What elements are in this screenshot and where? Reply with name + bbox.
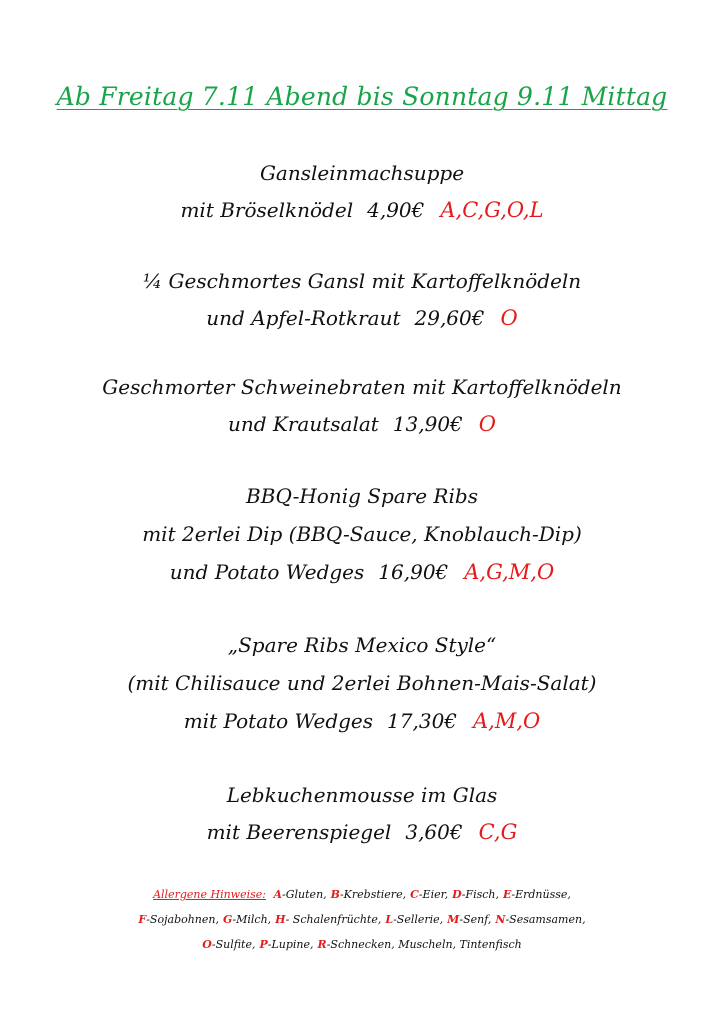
allergen-letter: A xyxy=(273,888,283,901)
menu-item-mexico-ribs-title: „Spare Ribs Mexico Style“ xyxy=(227,633,497,657)
menu-item-mexico-ribs-sauce: (mit Chilisauce und 2erlei Bohnen-Mais-Salat) xyxy=(127,671,597,695)
menu-item-soup-price: 4,90€ xyxy=(367,198,425,222)
menu-item-lebkuchenmousse-side: mit Beerenspiegel xyxy=(206,820,392,844)
menu-item-lebkuchenmousse-detail xyxy=(0,819,724,845)
allergen-notes-line-2 xyxy=(0,913,724,927)
menu-heading: Ab Freitag 7.11 Abend bis Sonntag 9.11 Mittag xyxy=(56,82,668,111)
menu-item-soup-title: Gansleinmachsuppe xyxy=(259,161,465,185)
menu-item-bbq-ribs-price: 16,90€ xyxy=(378,560,449,584)
menu-item-mexico-ribs-side: mit Potato Wedges xyxy=(183,709,374,733)
menu-item-soup-side: mit Bröselknödel xyxy=(180,198,354,222)
menu-item-lebkuchenmousse-price: 3,60€ xyxy=(405,820,463,844)
allergen-letter: P xyxy=(259,938,268,951)
allergen-entry xyxy=(495,913,585,926)
allergen-entry xyxy=(223,913,271,926)
allergen-letter: G xyxy=(223,913,233,926)
menu-item-schweinebraten-allergens: O xyxy=(478,412,496,436)
menu-item-bbq-ribs-side: und Potato Wedges xyxy=(169,560,365,584)
allergen-description: -Fisch, xyxy=(461,888,499,901)
menu-item-mexico-ribs-allergens: A,M,O xyxy=(473,709,541,733)
allergen-entry xyxy=(202,938,255,951)
menu-item-gansl-side: und Apfel-Rotkraut xyxy=(206,306,401,330)
menu-item-soup-detail xyxy=(0,197,724,223)
allergen-notes-line-1 xyxy=(0,888,724,902)
menu-item-schweinebraten-side: und Krautsalat xyxy=(227,412,379,436)
allergen-letter: C xyxy=(410,888,419,901)
menu-item-bbq-ribs-dips: mit 2erlei Dip (BBQ-Sauce, Knoblauch-Dip) xyxy=(142,522,582,546)
allergen-description: -Lupine, xyxy=(267,938,314,951)
allergen-description: -Sojabohnen, xyxy=(146,913,219,926)
allergen-letter: M xyxy=(447,913,460,926)
menu-item-schweinebraten-title: Geschmorter Schweinebraten mit Kartoffelknödeln xyxy=(102,375,622,399)
allergen-description: -Erdnüsse, xyxy=(511,888,571,901)
allergen-letter: D xyxy=(452,888,462,901)
allergen-entry xyxy=(318,938,522,951)
allergen-description: -Sesamsamen, xyxy=(505,913,586,926)
menu-item-gansl-price: 29,60€ xyxy=(414,306,485,330)
allergen-letter: F xyxy=(138,913,147,926)
allergen-entry xyxy=(273,888,326,901)
allergen-description: -Krebstiere, xyxy=(339,888,407,901)
allergen-entry xyxy=(385,913,443,926)
allergen-entry xyxy=(452,888,499,901)
menu-item-schweinebraten-price: 13,90€ xyxy=(392,412,463,436)
allergen-letter: B xyxy=(330,888,340,901)
allergen-description: -Sulfite, xyxy=(211,938,256,951)
allergen-notes-title: Allergene Hinweise: xyxy=(153,888,266,901)
allergen-description: -Milch, xyxy=(232,913,272,926)
allergen-entry xyxy=(410,888,448,901)
allergen-description: -Gluten, xyxy=(282,888,327,901)
allergen-entry xyxy=(275,913,381,926)
allergen-entry xyxy=(331,888,406,901)
allergen-description: -Schnecken, Muscheln, Tintenfisch xyxy=(326,938,522,951)
menu-item-soup-allergens: A,C,G,O,L xyxy=(440,198,544,222)
menu-item-gansl-title: ¼ Geschmortes Gansl mit Kartoffelknödeln xyxy=(142,269,582,293)
allergen-description: -Sellerie, xyxy=(393,913,444,926)
allergen-description: - Schalenfrüchte, xyxy=(285,913,382,926)
allergen-letter: H xyxy=(275,913,286,926)
allergen-description: -Eier, xyxy=(418,888,449,901)
allergen-letter: R xyxy=(317,938,327,951)
allergen-description: -Senf, xyxy=(459,913,492,926)
menu-item-gansl-detail xyxy=(0,305,724,331)
allergen-entry xyxy=(503,888,571,901)
menu-item-lebkuchenmousse-allergens: C,G xyxy=(478,820,518,844)
menu-item-mexico-ribs-detail xyxy=(0,708,724,734)
menu-item-lebkuchenmousse-title: Lebkuchenmousse im Glas xyxy=(226,783,498,807)
allergen-letter: L xyxy=(385,913,394,926)
allergen-letter: E xyxy=(502,888,512,901)
menu-item-gansl-allergens: O xyxy=(500,306,518,330)
allergen-letter: O xyxy=(202,938,212,951)
menu-item-mexico-ribs-price: 17,30€ xyxy=(387,709,458,733)
allergen-entry xyxy=(447,913,491,926)
menu-item-bbq-ribs-allergens: A,G,M,O xyxy=(464,560,555,584)
menu-item-schweinebraten-detail xyxy=(0,411,724,437)
allergen-entry xyxy=(259,938,313,951)
allergen-letter: N xyxy=(495,913,506,926)
allergen-entry xyxy=(138,913,219,926)
menu-item-bbq-ribs-title: BBQ-Honig Spare Ribs xyxy=(246,484,478,508)
menu-item-bbq-ribs-detail xyxy=(0,559,724,585)
allergen-notes-line-3 xyxy=(0,938,724,952)
